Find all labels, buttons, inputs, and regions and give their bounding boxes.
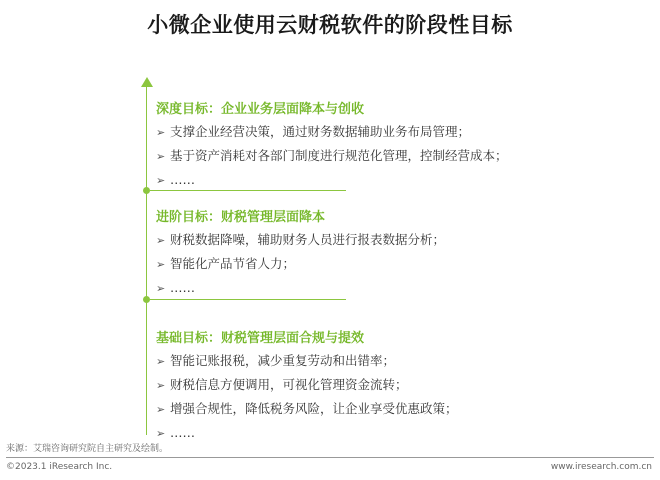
arrow-bullet-icon: ➢ (156, 126, 166, 139)
arrow-bullet-icon: ➢ (156, 150, 166, 163)
stage-item: ➢ …… (156, 425, 195, 440)
stage-title: 基础目标：财税管理层面合规与提效 (156, 331, 365, 346)
stage-item: ➢ 财税数据降噪，辅助财务人员进行报表数据分析； (156, 232, 446, 247)
page-title: 小微企业使用云财税软件的阶段性目标 (147, 13, 513, 37)
stage-item: ➢ 支撑企业经营决策，通过财务数据辅助业务布局管理； (156, 124, 471, 139)
arrow-bullet-icon: ➢ (156, 355, 166, 368)
stage-item: ➢ …… (156, 172, 195, 187)
timeline-axis (146, 84, 147, 435)
footer-divider (6, 457, 654, 458)
footer-website: www.iresearch.com.cn (550, 462, 652, 472)
stage-advanced-goal (156, 210, 445, 304)
arrow-bullet-icon: ➢ (156, 234, 166, 247)
stage-item: ➢ …… (156, 280, 195, 295)
timeline-arrow-icon (141, 77, 153, 87)
arrow-bullet-icon: ➢ (156, 379, 166, 392)
arrow-bullet-icon: ➢ (156, 427, 166, 440)
stage-item: ➢ 基于资产消耗对各部门制度进行规范化管理，控制经营成本； (156, 148, 508, 163)
stage-basic-goal (156, 331, 458, 449)
stage-item: ➢ 智能化产品节省人力； (156, 256, 296, 271)
stage-title: 进阶目标：财税管理层面降本 (156, 210, 326, 225)
stage-item: ➢ 财税信息方便调用，可视化管理资金流转； (156, 377, 408, 392)
stage-deep-goal (156, 102, 508, 196)
stage-item: ➢ 增强合规性，降低税务风险，让企业享受优惠政策； (156, 401, 458, 416)
arrow-bullet-icon: ➢ (156, 403, 166, 416)
timeline-node-2 (143, 296, 150, 303)
arrow-bullet-icon: ➢ (156, 282, 166, 295)
arrow-bullet-icon: ➢ (156, 174, 166, 187)
source-note: 来源：艾瑞咨询研究院自主研究及绘制。 (6, 444, 169, 454)
timeline-node-1 (143, 187, 150, 194)
stage-item: ➢ 智能记账报税，减少重复劳动和出错率； (156, 353, 396, 368)
footer-copyright: ©2023.1 iResearch Inc. (6, 462, 113, 472)
arrow-bullet-icon: ➢ (156, 258, 166, 271)
stage-title: 深度目标：企业业务层面降本与创收 (156, 102, 365, 117)
